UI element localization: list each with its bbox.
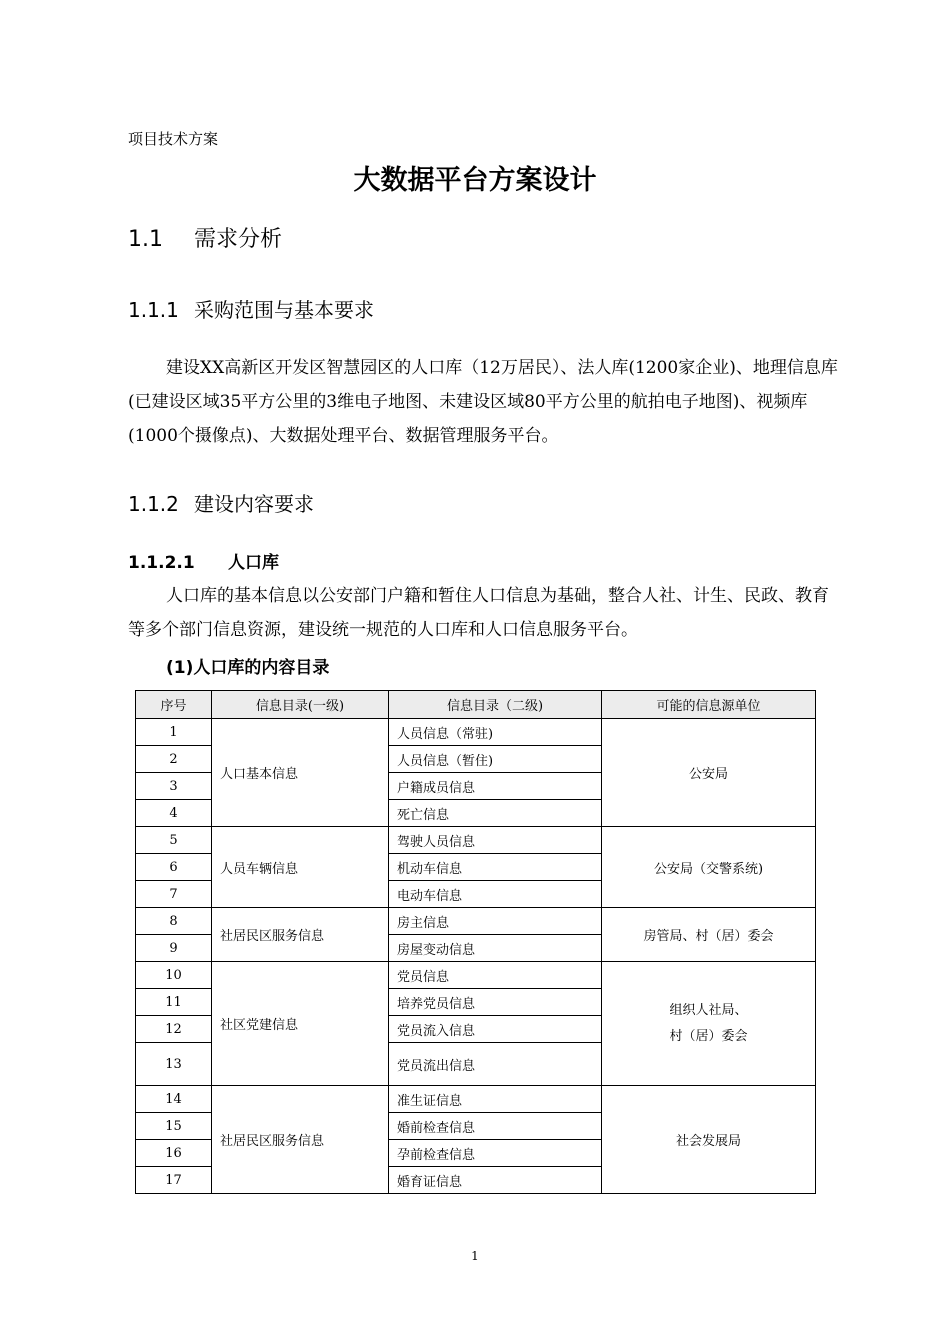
subsection-heading-2 bbox=[128, 488, 314, 517]
source-cell: 公安局 bbox=[602, 719, 816, 827]
table-row bbox=[136, 827, 816, 854]
subsection-number: 1.1.1 bbox=[128, 298, 179, 322]
level1-cell: 社居民区服务信息 bbox=[212, 908, 389, 962]
catalog-table bbox=[135, 690, 816, 1194]
row-number: 4 bbox=[136, 800, 212, 827]
level2-cell: 党员流出信息 bbox=[389, 1043, 602, 1086]
table-row bbox=[136, 1086, 816, 1113]
subsubsection-title: 人口库 bbox=[228, 553, 279, 573]
column-header: 序号 bbox=[136, 691, 212, 719]
paragraph-text: 人口库的基本信息以公安部门户籍和暂住人口信息为基础，整合人社、计生、民政、教育等多个部门信息资源，建设统一规范的人口库和人口信息服务平台。 bbox=[128, 586, 829, 640]
row-number: 5 bbox=[136, 827, 212, 854]
level1-cell: 人口基本信息 bbox=[212, 719, 389, 827]
subsection-title: 建设内容要求 bbox=[194, 492, 314, 516]
column-header: 可能的信息源单位 bbox=[602, 691, 816, 719]
level2-cell: 准生证信息 bbox=[389, 1086, 602, 1113]
document-title: 大数据平台方案设计 bbox=[353, 165, 597, 196]
level2-cell: 电动车信息 bbox=[389, 881, 602, 908]
table-row bbox=[136, 719, 816, 746]
subsection-heading-1 bbox=[128, 294, 374, 323]
section-heading bbox=[128, 222, 282, 253]
level2-cell: 孕前检查信息 bbox=[389, 1140, 602, 1167]
paragraph-scope bbox=[128, 351, 840, 453]
level2-cell: 人员信息（常驻) bbox=[389, 719, 602, 746]
source-cell: 公安局（交警系统) bbox=[602, 827, 816, 908]
level2-cell: 婚育证信息 bbox=[389, 1167, 602, 1194]
subsection-title: 采购范围与基本要求 bbox=[194, 298, 374, 322]
level2-cell: 房屋变动信息 bbox=[389, 935, 602, 962]
level2-cell: 培养党员信息 bbox=[389, 989, 602, 1016]
page-header: 项目技术方案 bbox=[128, 130, 219, 148]
table-row bbox=[136, 962, 816, 989]
subsubsection-heading bbox=[128, 548, 279, 573]
row-number: 7 bbox=[136, 881, 212, 908]
table-header-row bbox=[136, 691, 816, 719]
table-title: (1)人口库的内容目录 bbox=[166, 658, 330, 678]
section-number: 1.1 bbox=[128, 227, 163, 252]
row-number: 2 bbox=[136, 746, 212, 773]
source-cell: 房管局、村（居）委会 bbox=[602, 908, 816, 962]
row-number: 17 bbox=[136, 1167, 212, 1194]
level2-cell: 驾驶人员信息 bbox=[389, 827, 602, 854]
paragraph-population bbox=[128, 579, 840, 647]
source-line: 村（居）委会 bbox=[669, 1028, 748, 1044]
level2-cell: 党员信息 bbox=[389, 962, 602, 989]
table-row bbox=[136, 908, 816, 935]
column-header: 信息目录(一级) bbox=[212, 691, 389, 719]
level1-cell: 社居民区服务信息 bbox=[212, 1086, 389, 1194]
row-number: 13 bbox=[136, 1043, 212, 1086]
level1-cell: 人员车辆信息 bbox=[212, 827, 389, 908]
level2-cell: 死亡信息 bbox=[389, 800, 602, 827]
source-cell bbox=[602, 962, 816, 1086]
level2-cell: 机动车信息 bbox=[389, 854, 602, 881]
row-number: 9 bbox=[136, 935, 212, 962]
row-number: 14 bbox=[136, 1086, 212, 1113]
row-number: 16 bbox=[136, 1140, 212, 1167]
paragraph-text: 建设XX高新区开发区智慧园区的人口库（12万居民）、法人库(1200家企业)、地理信息库(已建设区域35平方公里的3维电子地图、未建设区域80平方公里的航拍电子地图)、视频库(1000个摄像点)、大数据处理平台、数据管理服务平台。 bbox=[128, 358, 838, 446]
page-number: 1 bbox=[471, 1249, 479, 1263]
level2-cell: 党员流入信息 bbox=[389, 1016, 602, 1043]
source-cell: 社会发展局 bbox=[602, 1086, 816, 1194]
level2-cell: 户籍成员信息 bbox=[389, 773, 602, 800]
level2-cell: 房主信息 bbox=[389, 908, 602, 935]
subsubsection-number: 1.1.2.1 bbox=[128, 553, 195, 573]
row-number: 10 bbox=[136, 962, 212, 989]
row-number: 1 bbox=[136, 719, 212, 746]
subsection-number: 1.1.2 bbox=[128, 492, 179, 516]
section-title: 需求分析 bbox=[194, 227, 283, 252]
row-number: 11 bbox=[136, 989, 212, 1016]
column-header: 信息目录（二级) bbox=[389, 691, 602, 719]
level2-cell: 婚前检查信息 bbox=[389, 1113, 602, 1140]
row-number: 8 bbox=[136, 908, 212, 935]
row-number: 6 bbox=[136, 854, 212, 881]
source-line: 组织人社局、 bbox=[669, 1002, 748, 1018]
level1-cell: 社区党建信息 bbox=[212, 962, 389, 1086]
row-number: 3 bbox=[136, 773, 212, 800]
row-number: 12 bbox=[136, 1016, 212, 1043]
row-number: 15 bbox=[136, 1113, 212, 1140]
level2-cell: 人员信息（暂住) bbox=[389, 746, 602, 773]
